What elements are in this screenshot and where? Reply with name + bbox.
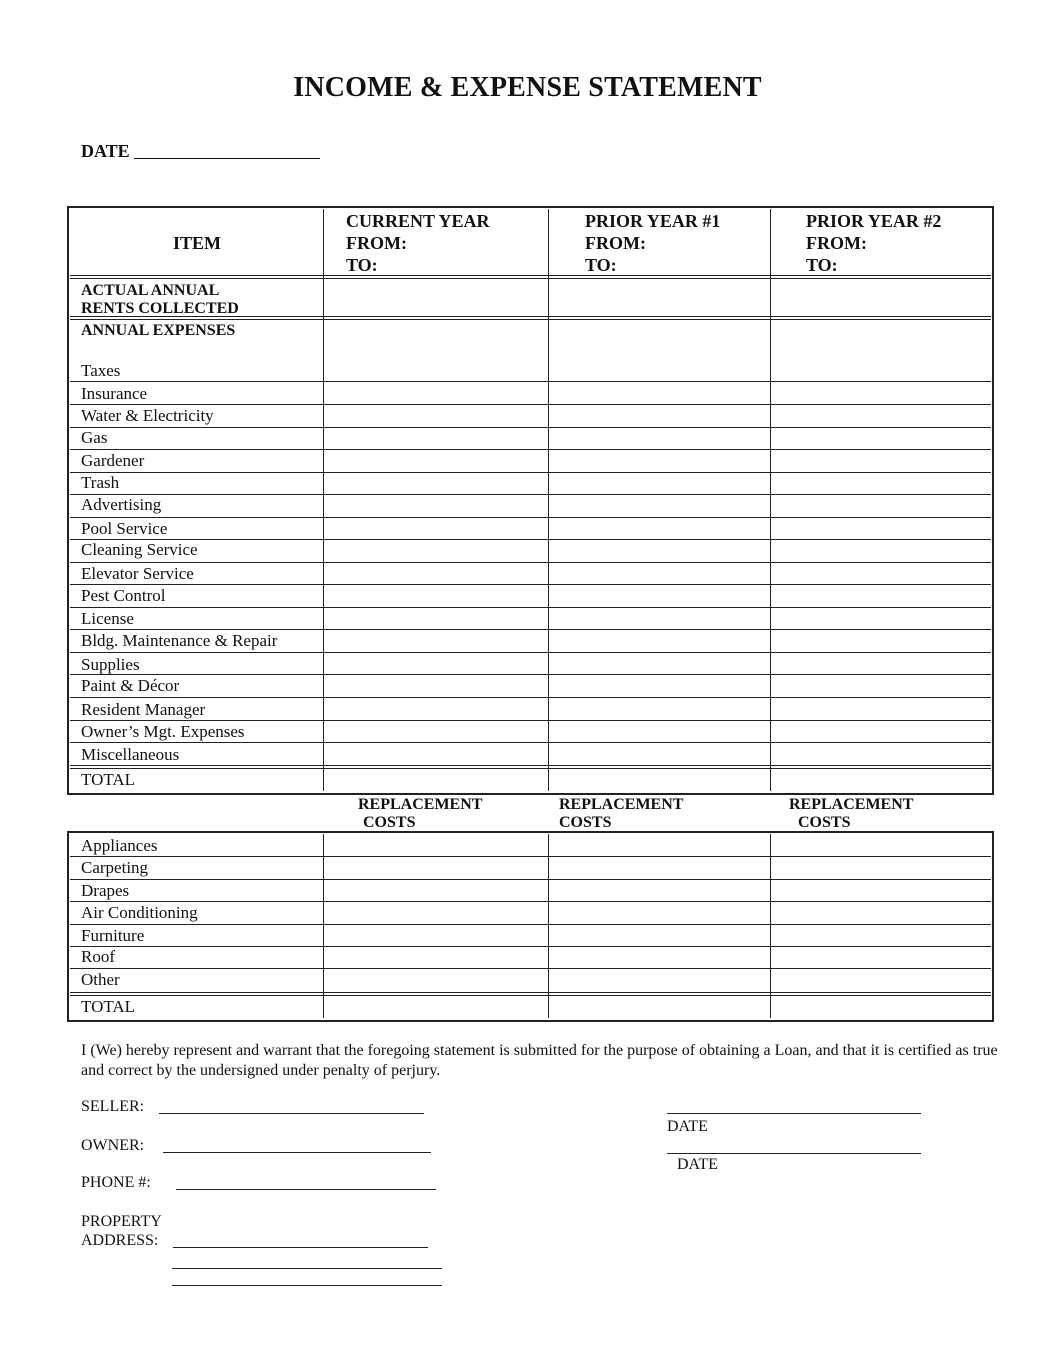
row-divider (70, 427, 991, 428)
current-year-header: CURRENT YEAR FROM: TO: (346, 211, 490, 275)
row-divider (70, 879, 991, 880)
annual-expenses-heading: ANNUAL EXPENSES (81, 322, 236, 339)
replacement-costs-header-prior-1: REPLACEMENT COSTS (559, 796, 684, 831)
replacement-item-carpeting: Carpeting (81, 858, 149, 877)
row-divider (70, 278, 991, 279)
row-divider (70, 275, 991, 276)
row-divider (70, 768, 991, 769)
owner-date-line[interactable] (667, 1153, 921, 1154)
row-divider (70, 742, 991, 743)
address-line-1[interactable] (173, 1247, 428, 1248)
replacement-item-other: Other (81, 970, 120, 989)
row-divider (70, 562, 991, 563)
seller-label: SELLER: (81, 1098, 145, 1115)
address-line-3[interactable] (172, 1285, 442, 1286)
row-divider (70, 652, 991, 653)
replacement-costs-header-prior-2: REPLACEMENT COSTS (789, 796, 914, 831)
row-divider (70, 765, 991, 766)
expense-item-pool-service: Pool Service (81, 519, 168, 538)
owner-signature-line[interactable] (163, 1152, 431, 1153)
row-divider (70, 494, 991, 495)
owner-date-label: DATE (677, 1156, 718, 1173)
row-divider (70, 381, 991, 382)
replacement-total-label: TOTAL (81, 997, 136, 1016)
prior-year-1-header: PRIOR YEAR #1 FROM: TO: (585, 211, 721, 275)
row-divider (70, 607, 991, 608)
row-divider (70, 720, 991, 721)
column-divider (548, 209, 549, 791)
replacement-item-roof: Roof (81, 947, 115, 966)
expense-item-pest-control: Pest Control (81, 586, 166, 605)
address-label: ADDRESS: (81, 1232, 159, 1249)
row-divider (70, 629, 991, 630)
seller-date-line[interactable] (667, 1113, 921, 1114)
expense-item-insurance: Insurance (81, 384, 148, 403)
replacement-costs-table (67, 831, 994, 1022)
expense-item-supplies: Supplies (81, 655, 140, 674)
expense-item-owners-mgt: Owner’s Mgt. Expenses (81, 722, 245, 741)
page-title: INCOME & EXPENSE STATEMENT (293, 72, 762, 103)
prior-year-2-header: PRIOR YEAR #2 FROM: TO: (806, 211, 942, 275)
row-divider (70, 856, 991, 857)
date-field[interactable] (134, 158, 320, 159)
expense-item-trash: Trash (81, 473, 120, 492)
expense-item-paint-decor: Paint & Décor (81, 676, 180, 695)
replacement-item-air-conditioning: Air Conditioning (81, 903, 198, 922)
expense-item-elevator-service: Elevator Service (81, 564, 194, 583)
replacement-item-drapes: Drapes (81, 881, 130, 900)
phone-line[interactable] (176, 1189, 436, 1190)
column-divider (548, 834, 549, 1018)
row-divider (70, 449, 991, 450)
expense-item-license: License (81, 609, 134, 628)
row-divider (70, 517, 991, 518)
row-divider (70, 674, 991, 675)
expense-item-cleaning-service: Cleaning Service (81, 540, 198, 559)
column-divider (770, 209, 771, 791)
column-divider (323, 209, 324, 791)
row-divider (70, 539, 991, 540)
column-divider (323, 834, 324, 1018)
property-label: PROPERTY (81, 1213, 162, 1230)
row-divider (70, 992, 991, 993)
phone-label: PHONE #: (81, 1174, 151, 1191)
expense-item-gas: Gas (81, 428, 108, 447)
expense-item-gardener: Gardener (81, 451, 145, 470)
column-divider (770, 834, 771, 1018)
row-divider (70, 404, 991, 405)
row-divider (70, 584, 991, 585)
rents-collected-label: ACTUAL ANNUAL RENTS COLLECTED (81, 282, 239, 317)
expense-item-miscellaneous: Miscellaneous (81, 745, 180, 764)
expense-item-bldg-maintenance: Bldg. Maintenance & Repair (81, 631, 278, 650)
row-divider (70, 316, 991, 317)
row-divider (70, 697, 991, 698)
row-divider (70, 924, 991, 925)
seller-signature-line[interactable] (159, 1113, 424, 1114)
row-divider (70, 472, 991, 473)
replacement-costs-header-current: REPLACEMENT COSTS (358, 796, 483, 831)
row-divider (70, 946, 991, 947)
expense-item-resident-manager: Resident Manager (81, 700, 206, 719)
row-divider (70, 901, 991, 902)
expense-item-advertising: Advertising (81, 495, 162, 514)
item-column-header: ITEM (173, 233, 222, 253)
row-divider (70, 995, 991, 996)
seller-date-label: DATE (667, 1118, 708, 1135)
replacement-item-appliances: Appliances (81, 836, 158, 855)
owner-label: OWNER: (81, 1137, 145, 1154)
expense-item-water-electricity: Water & Electricity (81, 406, 214, 425)
address-line-2[interactable] (172, 1268, 442, 1269)
replacement-item-furniture: Furniture (81, 926, 145, 945)
expenses-total-label: TOTAL (81, 770, 136, 789)
certification-text: I (We) hereby represent and warrant that the foregoing statement is submitted for the purpose of obtaining a Loan, and that it is certified as true and correct by the undersigned under penalty of perjury. (81, 1042, 998, 1079)
date-label: DATE (81, 141, 130, 161)
expense-item-taxes: Taxes (81, 361, 121, 380)
row-divider (70, 319, 991, 320)
row-divider (70, 968, 991, 969)
